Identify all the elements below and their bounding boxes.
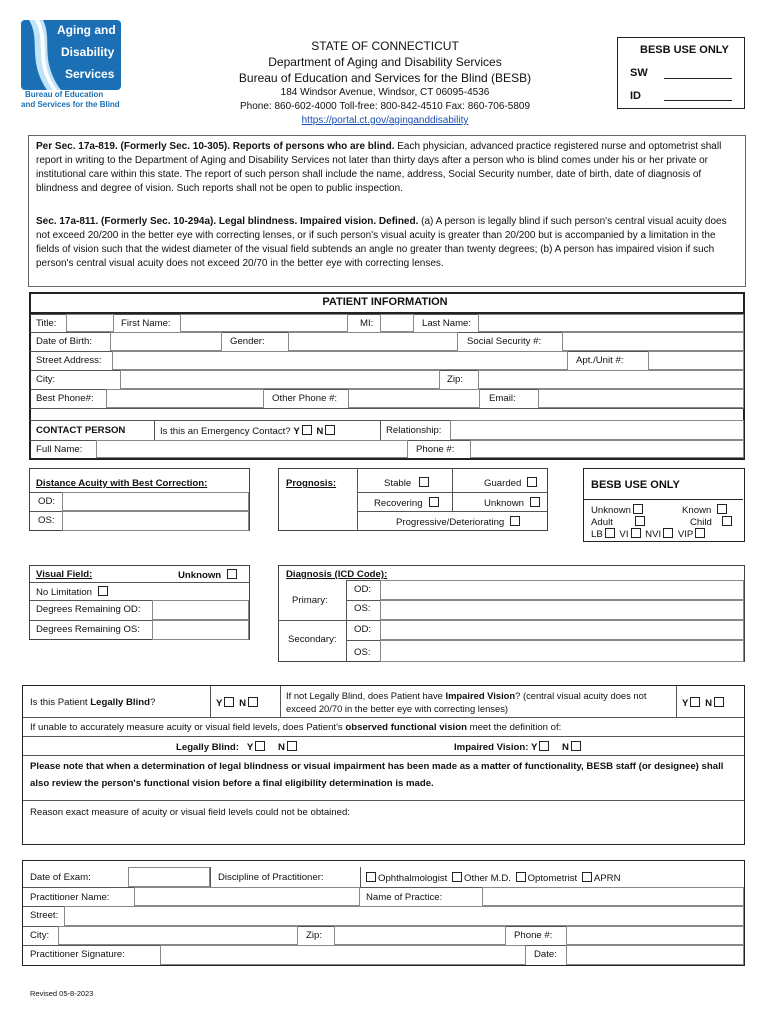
practice-name-label: Name of Practice:: [366, 892, 443, 903]
emergency-no-label: N: [316, 426, 324, 437]
logo-subtext-1: Bureau of Education: [25, 90, 104, 99]
no-limitation: [36, 586, 110, 599]
contact-full-name-label: Full Name:: [36, 444, 83, 455]
practitioner-street-input[interactable]: [64, 906, 744, 926]
other-phone-label: Other Phone #:: [272, 393, 338, 404]
besb-unknown-checkbox[interactable]: [633, 504, 643, 514]
practitioner-zip-label: Zip:: [306, 930, 322, 941]
signature-label: Practitioner Signature:: [30, 949, 125, 960]
optometrist-label: Optometrist: [527, 873, 578, 884]
lb-label: LB: [591, 529, 603, 540]
besb-child-checkbox[interactable]: [722, 516, 732, 526]
best-phone-input[interactable]: [106, 389, 264, 408]
functional-vision-note: Please note that when a determination of legal blindness or visual impairment has been made as a matter of functionality, BESB staff (or designee) shall also review the person's functional vision before a final eligibility determination is made.: [30, 761, 724, 789]
last-name-label: Last Name:: [422, 318, 472, 329]
relationship-label: Relationship:: [386, 425, 442, 436]
observed-iv-yes-checkbox[interactable]: [539, 741, 549, 751]
observed-lb-yes-label: Y: [246, 742, 254, 753]
first-name-label: First Name:: [121, 318, 171, 329]
relationship-input[interactable]: [450, 420, 744, 440]
contact-person-heading: CONTACT PERSON: [36, 425, 126, 436]
statute-17a-819: [36, 140, 740, 196]
statute-17a-811-heading: Sec. 17a-811. (Formerly Sec. 10-294a). Legal blindness. Impaired vision. Defined.: [36, 216, 419, 227]
date-of-exam-label: Date of Exam:: [30, 872, 91, 883]
revised-date: Revised 05-8-2023: [30, 989, 94, 998]
other-phone-input[interactable]: [348, 389, 480, 408]
date-of-exam-input[interactable]: [128, 867, 210, 887]
q2-no-label: N: [705, 698, 713, 709]
q1-no-checkbox[interactable]: [248, 697, 258, 707]
title-input[interactable]: [66, 314, 114, 332]
no-limitation-checkbox[interactable]: [98, 586, 108, 596]
acuity-os-label: OS:: [38, 515, 55, 526]
email-input[interactable]: [538, 389, 744, 408]
logo-subtext-2: and Services for the Blind: [21, 100, 120, 109]
diagnosis-heading: Diagnosis (ICD Code):: [286, 569, 388, 580]
emergency-contact-question: [160, 425, 337, 438]
nvi-checkbox[interactable]: [663, 528, 673, 538]
secondary-od-input[interactable]: [380, 620, 744, 640]
emergency-yes-label: Y: [293, 426, 300, 437]
degrees-os-label: Degrees Remaining OS:: [36, 624, 140, 635]
vi-label: VI: [619, 529, 629, 540]
recovering-checkbox[interactable]: [429, 497, 439, 507]
email-label: Email:: [489, 393, 516, 404]
observed-vision-question: [30, 722, 561, 734]
primary-os-label: OS:: [354, 603, 371, 614]
practitioner-phone-input[interactable]: [566, 926, 744, 945]
q2-yes-checkbox[interactable]: [690, 697, 700, 707]
statute-17a-819-heading: Per Sec. 17a-819. (Formerly Sec. 10-305). Reports of persons who are blind.: [36, 141, 395, 152]
visual-field-unknown: [178, 569, 239, 582]
acuity-od-label: OD:: [38, 496, 56, 507]
primary-od-input[interactable]: [380, 580, 744, 600]
zip-input[interactable]: [478, 370, 744, 389]
prognosis-recovering: [374, 497, 441, 510]
gender-label: Gender:: [230, 336, 265, 347]
statute-17a-819-text: Each physician, advanced practice registered nurse and optometrist shall report in writing to the Department of Aging and Disability Services not later than thirty days after a person who is blind comes under his or her private or institutional care within this state. The report of such person shall include the name, address, Social Security number, date of birth, date of diagnosis of blindness and degree of vision. Such reports shall not be open to public inspection.: [36, 141, 722, 194]
agency-url-link[interactable]: https://portal.ct.gov/aginganddisability: [301, 115, 469, 126]
observed-iv-no-checkbox[interactable]: [571, 741, 581, 751]
observed-pre: If unable to accurately measure acuity or visual field levels, does Patient's: [30, 722, 346, 733]
secondary-label: Secondary:: [288, 634, 337, 645]
q1-bold: Legally Blind: [90, 697, 150, 708]
visual-field-unknown-checkbox[interactable]: [227, 569, 237, 579]
secondary-os-label: OS:: [354, 647, 371, 658]
statute-17a-811-text: (a) A person is legally blind if such person's central visual acuity does not exceed 20/200 in the better eye with correcting lenses, or if such person's visual acuity is greater than 20/200 but is accompanied by a limitation in the fields of vision such that the widest diameter of the visual field subtends an angle no greater than twenty degrees; (b) A person has impaired vision if such person's central visual acuity does not exceed 20/70 in the better eye with correcting lenses.: [36, 216, 727, 269]
logo-text-services: Services: [65, 67, 115, 81]
legally-blind-question: [30, 697, 155, 709]
id-field[interactable]: [664, 100, 732, 101]
vip-checkbox[interactable]: [695, 528, 705, 538]
q1-yes-label: Y: [216, 698, 223, 709]
secondary-os-input[interactable]: [380, 640, 744, 662]
ophthalmologist-label: Ophthalmologist: [378, 873, 448, 884]
observed-impaired-vision: [454, 741, 583, 754]
id-label: ID: [630, 90, 641, 102]
discipline-label: Discipline of Practitioner:: [218, 872, 324, 883]
other-md-checkbox[interactable]: [452, 872, 462, 882]
legally-blind-yn: [216, 697, 260, 710]
practitioner-city-label: City:: [30, 930, 50, 941]
emergency-contact-label: Is this an Emergency Contact?: [160, 426, 291, 437]
observed-impaired-vision-label: Impaired Vision:: [454, 742, 529, 753]
prognosis-unknown-label: Unknown: [484, 498, 524, 509]
observed-legally-blind-label: Legally Blind:: [176, 742, 239, 753]
besb-child-label: Child: [690, 517, 712, 528]
practitioner-phone-label: Phone #:: [514, 930, 553, 941]
patient-info-heading: PATIENT INFORMATION: [322, 296, 448, 308]
discipline-options: [366, 872, 621, 885]
last-name-input[interactable]: [478, 314, 744, 332]
practitioner-city-input[interactable]: [58, 926, 298, 945]
acuity-heading: Distance Acuity with Best Correction:: [36, 478, 208, 489]
primary-label: Primary:: [292, 595, 328, 606]
reason-input[interactable]: [23, 822, 744, 844]
aprn-label: APRN: [593, 873, 621, 884]
primary-os-input[interactable]: [380, 600, 744, 620]
title-label: Title:: [36, 318, 57, 329]
degrees-od-label: Degrees Remaining OD:: [36, 604, 141, 615]
emergency-yes-checkbox[interactable]: [302, 425, 312, 435]
acuity-os-input[interactable]: [62, 511, 249, 531]
impaired-vision-question: [286, 689, 676, 715]
ssn-input[interactable]: [562, 332, 744, 351]
vip-label: VIP: [677, 529, 694, 540]
aprn-checkbox[interactable]: [582, 872, 592, 882]
no-limitation-label: No Limitation: [36, 587, 92, 598]
progressive-label: Progressive/Deteriorating: [396, 517, 505, 528]
q2-yes-label: Y: [682, 698, 689, 709]
emergency-no-checkbox[interactable]: [325, 425, 335, 435]
prognosis-unknown-checkbox[interactable]: [530, 497, 540, 507]
prognosis-stable: [384, 477, 431, 490]
signature-date-label: Date:: [534, 949, 557, 960]
contact-full-name-input[interactable]: [96, 440, 408, 458]
city-label: City:: [36, 374, 56, 385]
besb-classification: [591, 528, 707, 541]
q1-yes-checkbox[interactable]: [224, 697, 234, 707]
recovering-label: Recovering: [374, 498, 423, 509]
nvi-label: NVI: [645, 529, 662, 540]
degrees-os-input[interactable]: [152, 620, 249, 640]
visual-field-heading: Visual Field:: [36, 569, 93, 580]
besb-use-only-box: [583, 468, 745, 542]
q2-bold: Impaired Vision: [445, 690, 516, 701]
degrees-od-input[interactable]: [152, 600, 249, 620]
bureau-title: Bureau of Education and Services for the Blind (BESB): [238, 71, 532, 85]
progressive-checkbox[interactable]: [510, 516, 520, 526]
statute-17a-811: [36, 215, 740, 271]
optometrist-checkbox[interactable]: [516, 872, 526, 882]
contact-phone-input[interactable]: [470, 440, 744, 458]
apt-input[interactable]: [648, 351, 744, 370]
practitioner-name-input[interactable]: [134, 887, 360, 906]
observed-lb-yes-checkbox[interactable]: [255, 741, 265, 751]
city-input[interactable]: [120, 370, 440, 389]
observed-bold: observed functional vision: [345, 722, 467, 733]
apt-label: Apt./Unit #:: [576, 355, 624, 366]
agency-logo: [21, 20, 126, 112]
acuity-od-input[interactable]: [62, 492, 249, 511]
secondary-od-label: OD:: [354, 624, 372, 635]
stable-label: Stable: [384, 478, 412, 489]
besb-adult-label: Adult: [591, 517, 613, 528]
q2-post: ? (central visual acuity does not exceed 20/70 in the better eye with correcting lenses): [286, 690, 647, 714]
ophthalmologist-checkbox[interactable]: [366, 872, 376, 882]
besb-adult-checkbox[interactable]: [635, 516, 645, 526]
guarded-checkbox[interactable]: [527, 477, 537, 487]
lb-checkbox[interactable]: [605, 528, 615, 538]
prognosis-progressive: [396, 516, 522, 529]
signature-field[interactable]: [160, 945, 526, 965]
sw-label: SW: [630, 67, 648, 79]
agency-address: 184 Windsor Avenue, Windsor, CT 06095-4536: [280, 87, 490, 98]
q2-no-checkbox[interactable]: [714, 697, 724, 707]
street-address-input[interactable]: [112, 351, 568, 370]
observed-lb-no-checkbox[interactable]: [287, 741, 297, 751]
best-phone-label: Best Phone#:: [36, 393, 94, 404]
q1-no-label: N: [239, 698, 247, 709]
ssn-label: Social Security #:: [467, 336, 542, 347]
mi-label: MI:: [360, 318, 374, 329]
prognosis-unknown: [484, 497, 542, 510]
besb-unknown-label: Unknown: [591, 505, 631, 516]
dob-label: Date of Birth:: [36, 336, 92, 347]
street-address-label: Street Address:: [36, 355, 102, 366]
besb-use-only-title: BESB USE ONLY: [640, 44, 729, 56]
header-block: [200, 38, 570, 128]
first-name-input[interactable]: [180, 314, 348, 332]
besb-use-only-header-box: [617, 37, 745, 109]
reason-label: Reason exact measure of acuity or visual field levels could not be obtained:: [30, 807, 350, 818]
primary-od-label: OD:: [354, 584, 372, 595]
stable-checkbox[interactable]: [419, 477, 429, 487]
besb-box-title: BESB USE ONLY: [591, 479, 680, 491]
impaired-vision-yn: [682, 697, 726, 710]
practitioner-name-label: Practitioner Name:: [30, 892, 110, 903]
department-title: Department of Aging and Disability Services: [268, 55, 502, 69]
prognosis-heading: Prognosis:: [286, 478, 337, 489]
besb-known-checkbox[interactable]: [717, 504, 727, 514]
practice-name-input[interactable]: [482, 887, 744, 906]
besb-known-label: Known: [682, 505, 712, 516]
visual-field-unknown-label: Unknown: [178, 570, 222, 581]
observed-lb-no-label: N: [277, 742, 285, 753]
mi-input[interactable]: [380, 314, 414, 332]
state-title: STATE OF CONNECTICUT: [311, 39, 459, 53]
vi-checkbox[interactable]: [631, 528, 641, 538]
gender-input[interactable]: [288, 332, 458, 351]
practitioner-zip-input[interactable]: [334, 926, 506, 945]
q1-post: ?: [149, 697, 156, 708]
observed-iv-yes-label: Y: [530, 742, 538, 753]
observed-post: meet the definition of:: [466, 722, 562, 733]
prognosis-guarded: [484, 477, 539, 490]
sw-field[interactable]: [664, 78, 732, 79]
contact-phone-label: Phone #:: [416, 444, 455, 455]
agency-phone: Phone: 860-602-4000 Toll-free: 800-842-4510 Fax: 860-706-5809: [239, 101, 531, 112]
practitioner-street-label: Street:: [30, 910, 59, 921]
statute-text-box: [28, 135, 746, 287]
q1-text: Is this Patient: [30, 697, 91, 708]
other-md-label: Other M.D.: [464, 873, 511, 884]
q2-text: If not Legally Blind, does Patient have: [286, 690, 446, 701]
dob-input[interactable]: [110, 332, 222, 351]
logo-text-aging: Aging and: [57, 23, 116, 37]
signature-date-input[interactable]: [566, 945, 744, 965]
guarded-label: Guarded: [484, 478, 522, 489]
observed-legally-blind: [176, 741, 299, 754]
zip-label: Zip:: [447, 374, 463, 385]
logo-text-disability: Disability: [61, 45, 115, 59]
observed-iv-no-label: N: [562, 742, 569, 753]
